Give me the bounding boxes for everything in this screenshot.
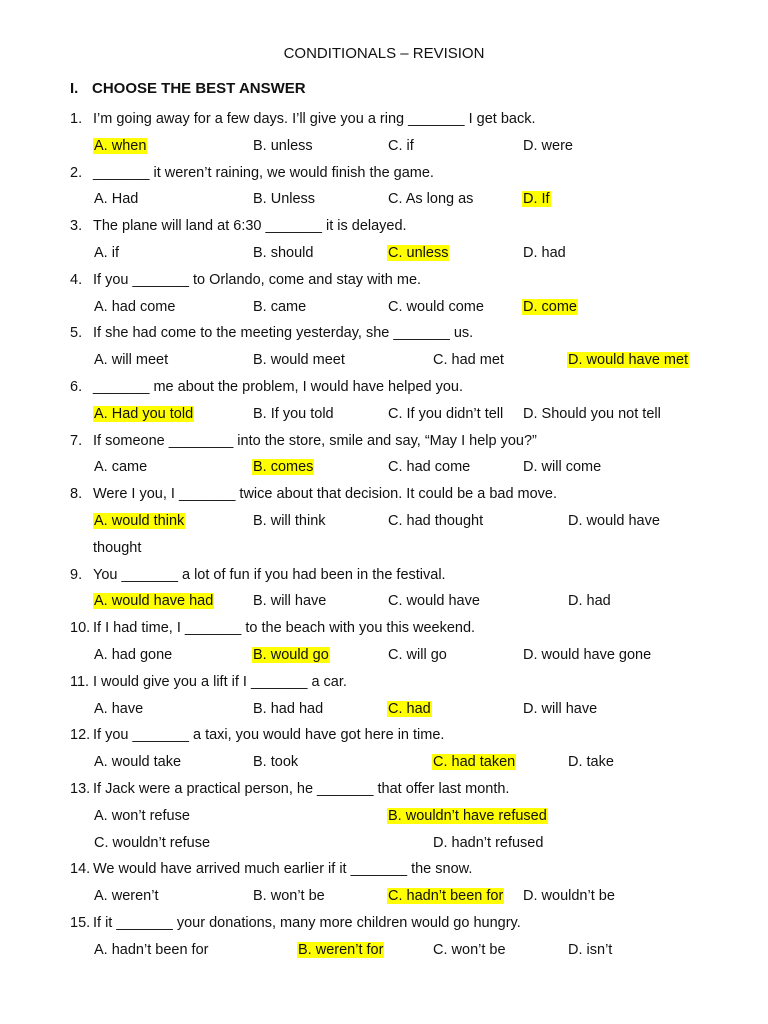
answer-option-correct [387,803,548,830]
answer-option [387,186,474,213]
answer-option-label: A. had gone [94,646,173,663]
answer-option [432,830,544,857]
answer-option-label: D. will come [523,459,602,476]
section-heading [70,80,306,97]
answer-option-label: A. Had you told [94,405,194,422]
question-text: If you _______ a taxi, you would have got here in time. [93,727,445,744]
answer-option-label: B. had had [253,700,324,717]
question-line [0,320,768,347]
options-row [0,294,768,321]
answer-option-correct [252,454,314,481]
answer-option-correct [93,508,185,535]
answer-option-label: C. unless [388,244,449,261]
question-line [0,213,768,240]
question-text: _______ me about the problem, I would have helped you. [93,378,464,395]
section-number: I. [70,80,79,97]
question-text: If Jack were a practical person, he _______ that offer last month. [93,780,510,797]
answer-option-label: B. wouldn’t have refused [388,807,547,824]
answer-option-label: A. would take [94,754,182,771]
answer-option-label: C. had met [433,352,504,369]
question-text: The plane will land at 6:30 _______ it is delayed. [93,218,407,235]
answer-option [93,937,209,964]
options-row [0,240,768,267]
options-row [0,508,768,535]
answer-option-label: A. had come [94,298,176,315]
answer-option [387,454,471,481]
answer-option-correct [567,347,689,374]
answer-option-correct [522,186,551,213]
question-line [0,669,768,696]
question-number: 6. [70,378,83,395]
options-row [0,696,768,723]
answer-option-label: B. weren’t for [298,941,384,958]
answer-option [252,186,316,213]
answer-option-label: A. when [94,137,147,154]
question-line [0,267,768,294]
question-number: 9. [70,566,83,583]
answer-option [432,347,505,374]
answer-option-label: B. will have [253,593,327,610]
question-number: 11. [70,673,90,690]
question-line [0,160,768,187]
question-line [0,910,768,937]
options-row [0,588,768,615]
question-text: You _______ a lot of fun if you had been in the festival. [93,566,446,583]
answer-option [387,642,448,669]
answer-option-correct [252,642,330,669]
answer-option [93,454,148,481]
options-row [0,937,768,964]
answer-option-label: C. wouldn’t refuse [94,834,211,851]
answer-option-label: C. won’t be [433,941,506,958]
answer-option-label: B. took [253,754,299,771]
question-line [0,374,768,401]
answer-option-label: D. would have [568,512,660,529]
answer-option [567,749,615,776]
answer-option [252,401,335,428]
question-text: I would give you a lift if I _______ a car. [93,673,347,690]
answer-option [567,588,612,615]
section-title: CHOOSE THE BEST ANSWER [92,80,306,97]
answer-option-label: D. take [568,754,614,771]
question-number: 5. [70,325,83,342]
answer-option-label: A. Had [94,191,139,208]
question-line [0,722,768,749]
answer-option-label: B. would meet [253,352,345,369]
options-row [0,883,768,910]
answer-option-label: D. would have gone [523,646,652,663]
answer-option [567,508,661,535]
answer-option-correct [522,294,578,321]
answer-option-correct [93,401,194,428]
answer-option-label: C. hadn’t been for [388,888,504,905]
answer-option [387,588,481,615]
answer-option-label: A. would think [94,512,185,529]
question-text: If I had time, I _______ to the beach with you this weekend. [93,620,476,637]
question-number: 15. [70,914,91,931]
answer-option-label: D. If [523,191,550,208]
answer-option [387,508,484,535]
answer-option [252,883,326,910]
question-text: We would have arrived much earlier if it _______ the snow. [93,861,473,878]
question-number: 8. [70,486,83,503]
options-row [0,454,768,481]
answer-option-label: C. if [388,137,414,154]
answer-option [252,588,327,615]
options-row [0,830,768,857]
answer-option [522,454,602,481]
answer-option [387,401,504,428]
answer-option-label: A. won’t refuse [94,807,190,824]
answer-option-label: A. have [94,700,144,717]
question-line [0,562,768,589]
question-text: If you _______ to Orlando, come and stay with me. [93,271,422,288]
answer-option [522,696,598,723]
page-title: CONDITIONALS – REVISION [283,45,485,62]
answer-option-label: D. were [523,137,573,154]
question-number: 13. [70,780,91,797]
answer-option-correct [93,588,214,615]
answer-option-label: A. would have had [94,593,214,610]
answer-option [252,696,324,723]
answer-option-label: A. will meet [94,352,169,369]
answer-option [567,937,613,964]
question-line [0,776,768,803]
answer-option-label: B. comes [253,459,314,476]
answer-option-label: B. should [253,244,314,261]
answer-option-correct [432,749,516,776]
answer-option-label: A. hadn’t been for [94,941,209,958]
question-number: 4. [70,271,83,288]
answer-option-label: D. had [523,244,566,261]
answer-option-label: C. would come [388,298,484,315]
answer-option [93,240,120,267]
answer-option-correct [387,240,449,267]
answer-option-label: D. isn’t [568,941,613,958]
answer-option [252,749,299,776]
question-line [0,481,768,508]
answer-option [522,883,616,910]
answer-option-label: C. will go [388,646,447,663]
answer-option [93,294,176,321]
answer-option [522,401,662,428]
question-list [0,106,768,964]
answer-option-label: C. If you didn’t tell [388,405,504,422]
question-number: 2. [70,164,83,181]
answer-option [522,642,652,669]
answer-option-label: D. will have [523,700,598,717]
answer-option-label: A. came [94,459,148,476]
options-row [0,642,768,669]
answer-option-label: C. would have [388,593,480,610]
answer-option-correct [93,133,147,160]
answer-option-label: D. come [523,298,577,315]
question-text: _______ it weren’t raining, we would finish the game. [93,164,434,181]
answer-option [252,240,314,267]
answer-option-label: D. would have met [568,352,689,369]
options-row [0,133,768,160]
answer-option [522,240,567,267]
options-row [0,186,768,213]
question-line [0,106,768,133]
question-text: If she had come to the meeting yesterday, she _______ us. [93,325,474,342]
question-text: If it _______ your donations, many more children would go hungry. [93,914,521,931]
question-text: Were I you, I _______ twice about that decision. It could be a bad move. [93,486,558,503]
question-number: 3. [70,218,83,235]
answer-option [252,347,346,374]
answer-option-label: D. wouldn’t be [523,888,615,905]
answer-option-label: D. Should you not tell [523,405,661,422]
question-number: 12. [70,727,91,744]
question-line [0,615,768,642]
answer-option-label: C. had taken [433,754,516,771]
answer-option [93,883,159,910]
question-number: 1. [70,111,83,127]
answer-option-label: C. As long as [388,191,474,208]
answer-option [252,294,307,321]
answer-option [252,133,314,160]
options-row [0,749,768,776]
question-text: I’m going away for a few days. I’ll give you a ring _______ I get back. [93,111,536,127]
option-wrap-text: thought [93,539,142,556]
answer-option-label: C. had [388,700,431,717]
answer-option-label: B. would go [253,646,329,663]
answer-option [387,294,485,321]
answer-option-label: B. Unless [253,191,316,208]
answer-option-label: B. will think [253,512,326,529]
answer-option-label: B. won’t be [253,888,325,905]
options-row [0,401,768,428]
answer-option-label: A. weren’t [94,888,159,905]
answer-option [387,133,415,160]
answer-option-label: B. unless [253,137,313,154]
question-number: 10. [70,620,91,637]
answer-option [93,696,144,723]
options-row [0,347,768,374]
answer-option [93,830,211,857]
question-number: 7. [70,432,83,449]
answer-option [432,937,507,964]
answer-option-label: B. If you told [253,405,334,422]
question-line [0,428,768,455]
answer-option [93,347,169,374]
answer-option-label: D. hadn’t refused [433,834,544,851]
answer-option [93,749,182,776]
answer-option-correct [387,696,432,723]
answer-option [252,508,327,535]
answer-option-label: C. had thought [388,512,484,529]
question-text: If someone ________ into the store, smile and say, “May I help you?” [93,432,537,449]
answer-option [522,133,574,160]
answer-option-label: A. if [94,244,119,261]
answer-option-correct [297,937,384,964]
answer-option [93,642,173,669]
question-line [0,856,768,883]
options-row [0,803,768,830]
answer-option-label: D. had [568,593,611,610]
answer-option-label: B. came [253,298,307,315]
answer-option [93,803,191,830]
question-number: 14. [70,861,91,878]
answer-option-label: C. had come [388,459,471,476]
answer-option-correct [387,883,504,910]
options-row-continuation [0,535,768,562]
answer-option [93,186,139,213]
